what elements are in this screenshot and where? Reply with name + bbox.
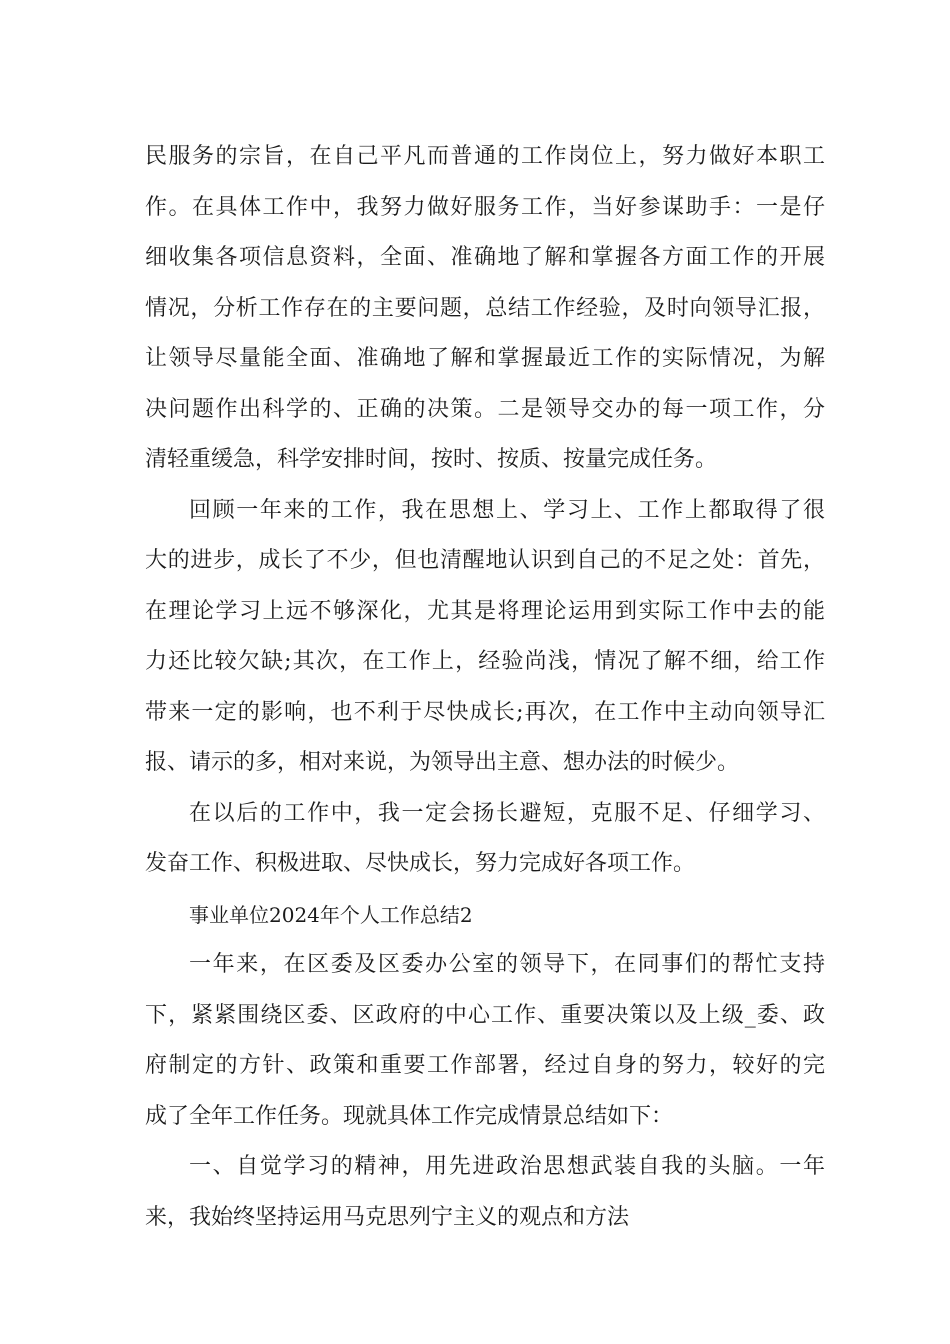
text-line: 细收集各项信息资料，全面、准确地了解和掌握各方面工作的开展 [145, 245, 825, 270]
paragraph-first-line: 回顾一年来的工作，我在思想上、学习上、工作上都取得了很 [189, 497, 825, 523]
text-line: 成了全年工作任务。现就具体工作完成情景总结如下： [145, 1103, 674, 1129]
text-line: 带来一定的影响，也不利于尽快成长;再次，在工作中主动向领导汇 [145, 699, 825, 725]
paragraph-first-line: 一、自觉学习的精神，用先进政治思想武装自我的头脑。一年 [189, 1154, 825, 1179]
text-line: 下，紧紧围绕区委、区政府的中心工作、重要决策以及上级_委、政 [145, 1002, 825, 1028]
paragraph-first-line: 一年来，在区委及区委办公室的领导下，在同事们的帮忙支持 [189, 952, 825, 977]
paragraph-first-line: 在以后的工作中，我一定会扬长避短，克服不足、仔细学习、 [189, 800, 825, 826]
text-line: 情况，分析工作存在的主要问题，总结工作经验，及时向领导汇报， [145, 295, 825, 321]
text-line: 作。在具体工作中，我努力做好服务工作，当好参谋助手：一是仔 [145, 194, 825, 220]
text-line: 民服务的宗旨，在自己平凡而普通的工作岗位上，努力做好本职工 [145, 144, 825, 169]
text-line: 清轻重缓急，科学安排时间，按时、按质、按量完成任务。 [145, 447, 718, 472]
document-body [145, 132, 825, 1243]
text-line: 大的进步，成长了不少，但也清醒地认识到自己的不足之处：首先， [145, 548, 825, 573]
text-line: 决问题作出科学的、正确的决策。二是领导交办的每一项工作，分 [145, 396, 825, 422]
section-heading: 事业单位2024年个人工作总结2 [189, 902, 473, 927]
text-line: 发奋工作、积极进取、尽快成长，努力完成好各项工作。 [145, 851, 696, 876]
text-line: 力还比较欠缺;其次，在工作上，经验尚浅，情况了解不细，给工作 [145, 649, 825, 674]
text-line: 让领导尽量能全面、准确地了解和掌握最近工作的实际情况，为解 [145, 346, 825, 371]
text-line: 来，我始终坚持运用马克思列宁主义的观点和方法 [145, 1204, 630, 1230]
text-line: 报、请示的多，相对来说，为领导出主意、想办法的时候少。 [145, 750, 740, 775]
text-line: 府制定的方针、政策和重要工作部署，经过自身的努力，较好的完 [145, 1053, 825, 1078]
text-line: 在理论学习上远不够深化，尤其是将理论运用到实际工作中去的能 [145, 598, 825, 624]
